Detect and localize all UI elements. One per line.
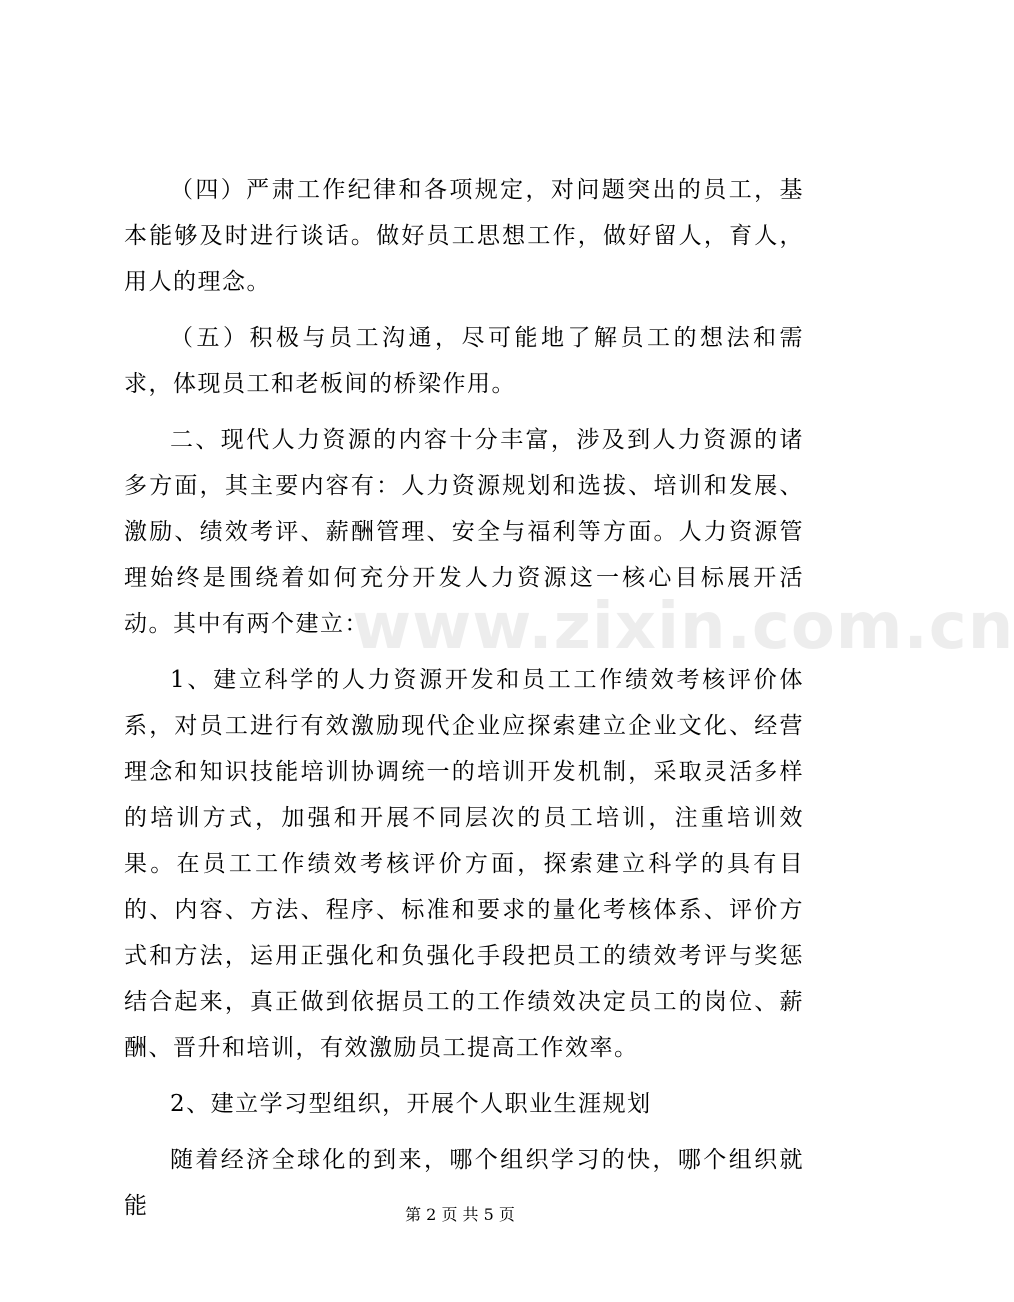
paragraph-section-4: （四）严肃工作纪律和各项规定，对问题突出的员工，基本能够及时进行谈话。做好员工思想工作，做好留人，育人，用人的理念。 bbox=[124, 177, 804, 295]
paragraph-item-1: 1、建立科学的人力资源开发和员工工作绩效考核评价体系，对员工进行有效激励现代企业应探索建立企业文化、经营理念和知识技能培训协调统一的培训开发机制，采取灵活多样的培训方式，加强和开展不同层次的员工培训，注重培训效果。在员工工作绩效考核评价方面，探索建立科学的具有目的、内容、方法、程序、标准和要求的量化考核体系、评价方式和方法，运用正强化和负强化手段把员工的绩效考评与奖惩结合起来，真正做到依据员工的工作绩效决定员工的岗位、薪酬、晋升和培训，有效激励员工提高工作效率。 bbox=[124, 667, 804, 1061]
document-body bbox=[124, 167, 804, 1229]
paragraph-item-2-heading: 2、建立学习型组织，开展个人职业生涯规划 bbox=[170, 1091, 652, 1117]
watermark: www.zixin.com.cn bbox=[352, 590, 1014, 664]
page-number-footer: 第 2 页 共 5 页 bbox=[405, 1205, 515, 1224]
paragraph-item-2-body: 随着经济全球化的到来，哪个组织学习的快，哪个组织就能 bbox=[124, 1147, 804, 1219]
paragraph-section-5: （五）积极与员工沟通，尽可能地了解员工的想法和需求，体现员工和老板间的桥梁作用。 bbox=[124, 325, 804, 397]
paragraph-part-2-intro: 二、现代人力资源的内容十分丰富，涉及到人力资源的诸多方面，其主要内容有：人力资源规划和选拔、培训和发展、激励、绩效考评、薪酬管理、安全与福利等方面。人力资源管理始终是围绕着如何充分开发人力资源这一核心目标展开活动。其中有两个建立： bbox=[124, 427, 804, 637]
